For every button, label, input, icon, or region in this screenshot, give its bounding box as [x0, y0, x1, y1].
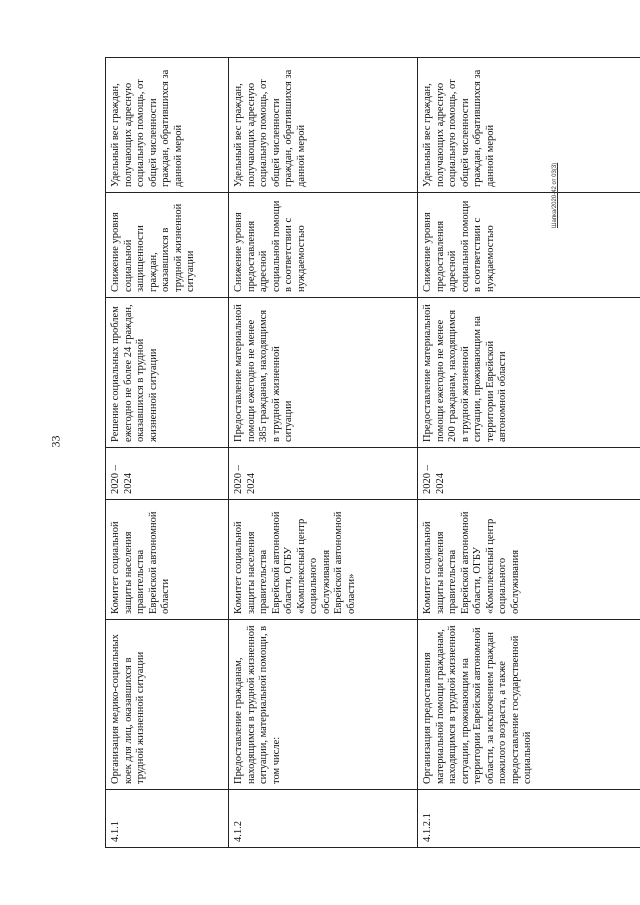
indicator-cell: Удельный вес граждан, получающих адресную социальную помощь, от общей численности граждан, обратившихся за данной мерой — [106, 58, 229, 193]
row-number: 4.1.2.1 — [418, 790, 640, 848]
rotated-table-wrapper — [105, 58, 640, 848]
activity-cell: Организация медико-социальных коек для лиц, оказавшихся в трудной жизненной ситуации — [106, 620, 229, 790]
indicator-cell: Удельный вес граждан, получающих адресную социальную помощь, от общей численности граждан, обратившихся за данной мерой — [229, 58, 418, 193]
period-cell: 2020 – 2024 — [106, 448, 229, 500]
indicator-cell: Удельный вес граждан, получающих адресную социальную помощь, от общей численности граждан, обратившихся за данной мерой — [418, 58, 640, 193]
table-row — [229, 58, 418, 848]
row-number: 4.1.2 — [229, 790, 418, 848]
table-row — [418, 58, 640, 848]
period-cell: 2020 – 2024 — [229, 448, 418, 500]
consequence-cell: Снижение уровня предоставления адресной социальной помощи в соответствии с нуждаемостью — [418, 193, 640, 298]
consequence-cell: Снижение уровня социальной защищенности граждан, оказавшихся в трудной жизненной ситуации — [106, 193, 229, 298]
result-cell: Предоставление материальной помощи ежегодно не менее 385 гражданам, находящимся в трудной жизненной ситуации — [229, 298, 418, 448]
executor-cell: Комитет социальной защиты населения правительства Еврейской автономной области, ОГБУ «Комплексный центр социального обслуживания Еврейской автономной области» — [229, 500, 418, 620]
executor-cell: Комитет социальной защиты населения правительства Еврейской автономной области, ОГБУ «Комплексный центр социального обслуживания — [418, 500, 640, 620]
consequence-cell: Снижение уровня предоставления адресной социальной помощи в соответствии с нуждаемостью — [229, 193, 418, 298]
activity-cell: Организация предоставления материальной помощи гражданам, находящимся в трудной жизненной ситуации, проживающим на территории Еврейской автономной области, за исключением граждан пожилого возраста, а также предоставление государственной социальной — [418, 620, 640, 790]
activity-cell: Предоставление гражданам, находящимся в трудной жизненной ситуации, материальной помощи, в том числе: — [229, 620, 418, 790]
measures-table — [105, 57, 640, 848]
result-cell: Предоставление материальной помощи ежегодно не менее 200 гражданам, находящимся в трудной жизненной ситуации, проживающим на территории Еврейской автономной области — [418, 298, 640, 448]
table-row — [106, 58, 229, 848]
document-stamp: Шапка/2020-42 от 03(3) — [552, 162, 558, 228]
page-number: 33 — [48, 435, 63, 448]
executor-cell: Комитет социальной защиты населения правительства Еврейской автономной области — [106, 500, 229, 620]
row-number: 4.1.1 — [106, 790, 229, 848]
result-cell: Решение социальных проблем ежегодно не более 24 граждан, оказавшихся в трудной жизненной ситуации — [106, 298, 229, 448]
period-cell: 2020 – 2024 — [418, 448, 640, 500]
